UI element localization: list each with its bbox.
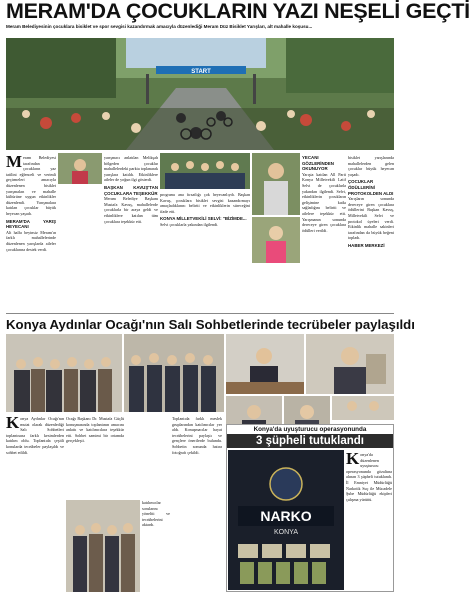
start-banner: START bbox=[191, 69, 211, 75]
story2-column-2 bbox=[66, 416, 124, 498]
column-text-2: Alt halfa beyinsiz Meram'ın farklı mahallelerinde düzenlenen yarışlarda aileler çocuklarına destek verdi. bbox=[6, 229, 56, 252]
story2-column-1 bbox=[6, 413, 64, 592]
story2-column-4 bbox=[172, 416, 222, 592]
section-divider bbox=[6, 313, 394, 314]
story2-column-3 bbox=[142, 500, 170, 592]
column-text: onya'da düzenlenen uyuşturucu operasyonunda gözaltına alınan 3 şüpheli tutuklandı. İl Emniyet Müdürlüğü Narkotik Suç ile Mücadele Şube Müdürlüğü ekipleri çalışma yürüttü. bbox=[346, 452, 392, 502]
column-text: Yarışta katılan All Parti Konya Milletvekili Latif Selvi de çocuklarla yakından ilgilendi. Selvi, etkinliklerin çocukların gelişimine katkı sağladığını belirtti ve ailelere teşekkür etti. Yarışmanın sonunda dereceye giren çocuklara ödülleri verildi. bbox=[302, 171, 346, 233]
column-text: bisiklet yarışlarında mahallelerden gelen çocuklar büyük heyecan yaşadı. bbox=[348, 155, 394, 177]
meeting-photo-group-2 bbox=[124, 334, 224, 412]
column-subhead: ÇOCUKLAR ÖDÜLLERİNİ PROTOKOLDEN ALDI bbox=[348, 179, 394, 196]
story3-column bbox=[346, 449, 392, 590]
column-text: Toplantıda farklı meslek gruplarından katılımcılar yer aldı. Konuşmacılar hayat tecrübelerini paylaştı ve gençlere önerilerde bulundu. Sohbetin sonunda hatıra fotoğrafı çekildi. bbox=[172, 416, 222, 455]
column-text: onya Aydınlar Ocağı'nın mutat olarak düzenlediği Salı Sohbetleri toplantısına farklı kesimlerden katılım oldu. Toplantıda çeşitli konularda tecrübeler paylaşıldı ve sohbet edildi. bbox=[6, 416, 64, 455]
police-badge-icon bbox=[270, 468, 302, 500]
column-text: Ocağı Başkanı Dr. Mustafa Güçlü konuşmasında toplantının amacını anlattı ve katılımcılara teşekkür etti. Sohbet samimi bir ortamda gerçekleşti. bbox=[66, 416, 124, 444]
column-subhead: YECANI GÖZLERİNDEN OKUNUYOR bbox=[302, 155, 334, 172]
story3-headline: 3 şüpheli tutuklandı bbox=[227, 434, 393, 448]
child-photo-2 bbox=[252, 153, 300, 215]
child-photo-3 bbox=[252, 217, 300, 263]
meeting-photo-small-3 bbox=[332, 396, 394, 420]
story-column-5 bbox=[348, 155, 394, 305]
meeting-photo-portrait bbox=[306, 334, 394, 394]
meeting-photo-speaker bbox=[226, 334, 304, 394]
dropcap: M bbox=[6, 152, 23, 171]
column-subhead: BAŞKAN KAVUŞ'TAN ÇOCUKLARA TEŞEKKÜR bbox=[104, 184, 158, 196]
story-column-4 bbox=[302, 155, 346, 305]
page-headline: MERAM'DA ÇOCUKLARIN YAZI NEŞELİ GEÇTİ bbox=[6, 0, 470, 23]
bicycle-race-image bbox=[6, 38, 394, 150]
narcotics-seizure-photo bbox=[228, 450, 344, 590]
group-photo-1 bbox=[160, 153, 250, 189]
column-text: eram Belediyesi tarafından çocukların yaz tatilini eğlenceli ve verimli geçirmeleri amacıyla düzenlenen bisiklet yarışmaları ve mahalle kültürüne uygun etkinlikler düzenlendi. Yarışmalara katılan çocuklar büyük heyecan yaşadı. bbox=[6, 155, 56, 216]
meeting-photo-group bbox=[6, 334, 122, 412]
column-text-2: Selvi çocuklarla yakından ilgilendi. bbox=[160, 221, 219, 227]
dropcap: K bbox=[6, 413, 20, 432]
meeting-photo-group-3 bbox=[66, 500, 140, 592]
story-column-2 bbox=[104, 155, 158, 305]
child-photo-1 bbox=[58, 153, 102, 184]
column-text: katılımcılar sorularını yöneltti ve tecrübelerini aktardı. bbox=[142, 500, 170, 528]
konya-sign: KONYA bbox=[274, 529, 298, 536]
narko-sign: NARKO bbox=[260, 508, 312, 524]
story-source: HABER MERKEZİ bbox=[348, 242, 385, 248]
story3-headline-top: Konya'da uyuşturucu operasyonunda bbox=[227, 425, 393, 434]
story2-headline: Konya Aydınlar Ocağı'nın Salı Sohbetlerinde tecrübeler paylaşıldı bbox=[6, 317, 415, 332]
column-text-2: Yarışların sonunda dereceye giren çocuklara ödüllerini Başkan Kavuş, Milletvekili Selvi ve protokol üyeleri verdi. Etkinlik mahalle sakinleri tarafından da büyük beğeni topladı. bbox=[348, 196, 394, 241]
dropcap: K bbox=[346, 449, 360, 468]
column-text: yarışmacı anlatılan Melikşah bölgeden çocuklar mahallelerdeki parkta toplanarak yarışlara katıldı. Etkinliklere aileler de yoğun ilgi gösterdi. bbox=[104, 155, 158, 183]
bicycle-race-photo bbox=[6, 38, 394, 150]
story-column-3 bbox=[160, 192, 250, 305]
lead-paragraph: Meram Belediyesinin çocuklara bisiklet ve spor sevgisi kazandırmak amacıyla düzenlediği Meram Düz Bisiklet Yarışları, alt mahalle koşusu... bbox=[6, 24, 313, 29]
story-column-1 bbox=[6, 152, 56, 305]
column-text-2: Meram Belediye Başkanı Mustafa Kavuş, mahallelerde çocuklarla bir araya geldi ve etkinliklere katılan tüm çocuklara teşekkür etti. bbox=[104, 196, 158, 224]
column-subhead: KONYA MİLLETVEKİLİ SELVİ: "BİZİMDE... bbox=[160, 216, 247, 222]
column-subhead: MERAM'DA YARIŞ HEYECANI bbox=[6, 218, 56, 230]
column-text: programı ana fırsatlığı çok heyecanlıydı. Başkan Kavuş, çocuklara bisiklet sevgisi kazandırmayı amaçladıklarını belirtti ve etkinliklerin süreceğini ifade etti. bbox=[160, 192, 250, 214]
